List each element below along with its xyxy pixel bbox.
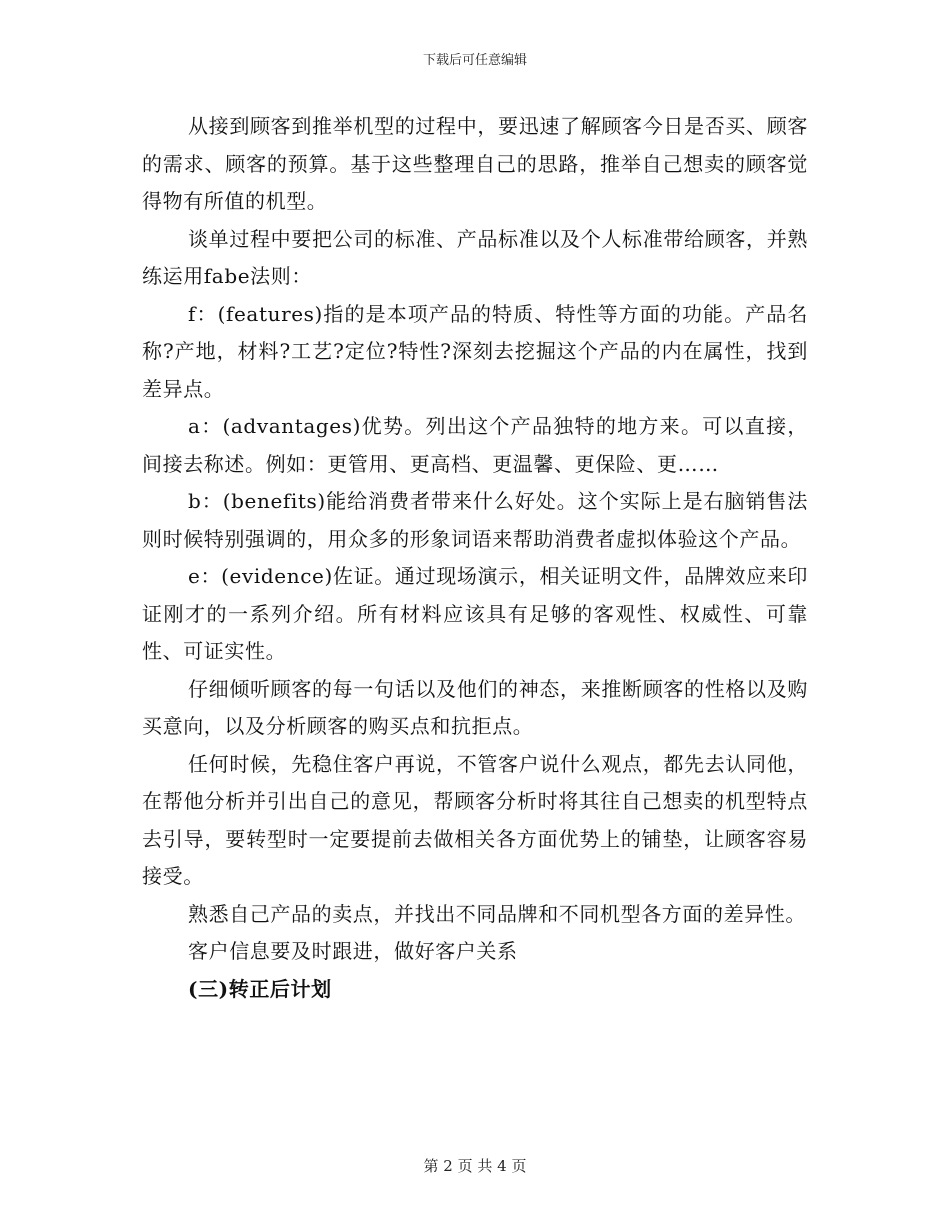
paragraph-fabe-benefits: b：(benefits)能给消费者带来什么好处。这个实际上是右脑销售法则时候特别强调的，用众多的形象词语来帮助消费者虚拟体验这个产品。 xyxy=(142,489,808,551)
paragraph-follow-up: 客户信息要及时跟进，做好客户关系 xyxy=(188,939,518,963)
document-body xyxy=(142,108,808,1008)
paragraph-selling-points: 熟悉自己产品的卖点，并找出不同品牌和不同机型各方面的差异性。 xyxy=(188,901,806,926)
paragraph-fabe-evidence: e：(evidence)佐证。通过现场演示，相关证明文件，品牌效应来印证刚才的一系列介绍。所有材料应该具有足够的客观性、权威性、可靠性、可证实性。 xyxy=(142,564,808,663)
paragraph-fabe-features: f：(features)指的是本项产品的特质、特性等方面的功能。产品名称?产地，材料?工艺?定位?特性?深刻去挖掘这个产品的内在属性，找到差异点。 xyxy=(142,301,808,401)
page-footer: 第 2 页 共 4 页 xyxy=(423,1157,527,1175)
paragraph-fabe-intro: 谈单过程中要把公司的标准、产品标准以及个人标准带给顾客，并熟练运用fabe法则： xyxy=(142,226,808,288)
paragraph-needs-analysis: 从接到顾客到推举机型的过程中，要迅速了解顾客今日是否买、顾客的需求、顾客的预算。基于这些整理自己的思路，推举自己想卖的顾客觉得物有所值的机型。 xyxy=(142,114,808,213)
paragraph-fabe-advantages: a：(advantages)优势。列出这个产品独特的地方来。可以直接，间接去称述。例如：更管用、更高档、更温馨、更保险、更…… xyxy=(142,414,808,476)
paragraph-listen-customer: 仔细倾听顾客的每一句话以及他们的神态，来推断顾客的性格以及购买意向，以及分析顾客的购买点和抗拒点。 xyxy=(142,676,808,738)
paragraph-stabilize-customer: 任何时候，先稳住客户再说，不管客户说什么观点，都先去认同他，在帮他分析并引出自己的意见，帮顾客分析时将其往自己想卖的机型特点去引导，要转型时一定要提前去做相关各方面优势上的铺垫，让顾客容易接受。 xyxy=(142,751,808,888)
section-heading: (三)转正后计划 xyxy=(188,976,332,1001)
page-header: 下载后可任意编辑 xyxy=(422,53,527,68)
